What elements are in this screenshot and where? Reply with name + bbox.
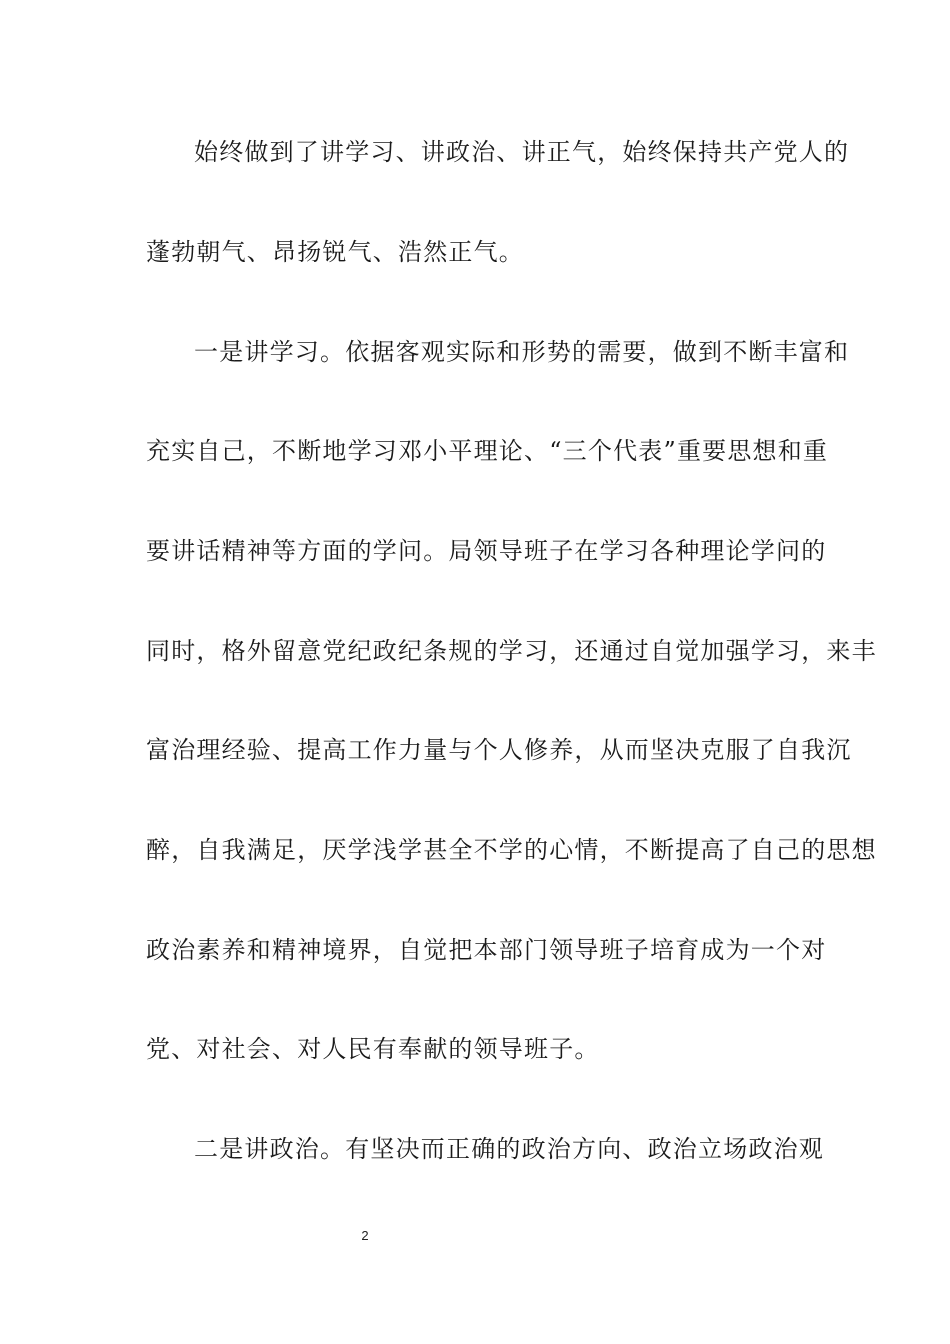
text-line-2: 蓬勃朝气、昂扬锐气、浩然正气。 [146,238,524,266]
text-line-3: 一是讲学习。依据客观实际和形势的需要，做到不断丰富和 [194,338,850,366]
text-line-8: 醉，自我满足，厌学浅学甚全不学的心情，不断提高了自己的思想 [146,836,877,864]
text-line-1: 始终做到了讲学习、讲政治、讲正气，始终保持共产党人的 [194,138,850,166]
text-line-10: 党、对社会、对人民有奉献的领导班子。 [146,1035,600,1063]
text-line-5: 要讲话精神等方面的学问。局领导班子在学习各种理论学问的 [146,537,827,565]
page-number: 2 [361,1228,369,1243]
text-line-9: 政治素养和精神境界，自觉把本部门领导班子培育成为一个对 [146,936,827,964]
text-line-11: 二是讲政治。有坚决而正确的政治方向、政治立场政治观 [194,1135,824,1163]
text-line-4: 充实自己，不断地学习邓小平理论、“三个代表”重要思想和重 [146,437,829,465]
text-line-6: 同时，格外留意党纪政纪条规的学习，还通过自觉加强学习，来丰 [146,637,877,665]
text-line-7: 富治理经验、提高工作力量与个人修养，从而坚决克服了自我沉 [146,736,852,764]
